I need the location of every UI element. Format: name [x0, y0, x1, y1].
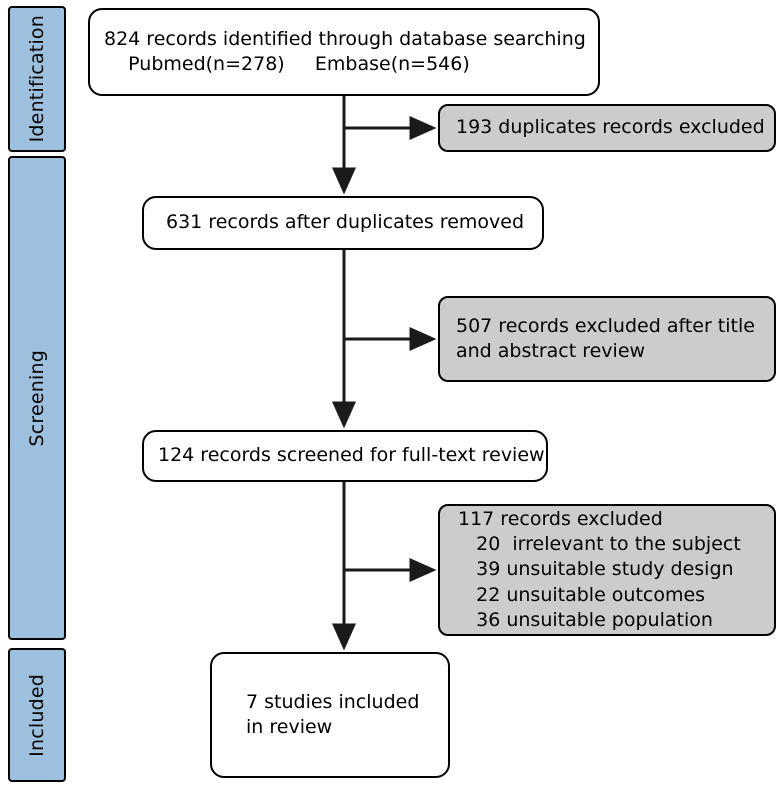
records-after-duplicates-line-1: 631 records after duplicates removed: [166, 211, 525, 234]
duplicates-excluded-line-1: 193 duplicates records excluded: [456, 116, 765, 139]
fulltext-excluded-line-4: 22 unsuitable outcomes: [458, 583, 706, 606]
box-duplicates-excluded: [438, 104, 776, 152]
stage-included: [8, 648, 66, 782]
stage-screening-label: Screening: [26, 349, 48, 447]
title-abstract-excluded-line-2: and abstract review: [456, 340, 646, 362]
box-records-identified: [88, 8, 600, 96]
fulltext-excluded-line-2: 20 irrelevant to the subject: [458, 533, 741, 556]
box-records-after-duplicates: [142, 196, 544, 250]
stage-identification-label: Identification: [26, 15, 48, 143]
box-fulltext-excluded: [438, 504, 776, 636]
fulltext-screened-line-1: 124 records screened for full-text review: [158, 444, 545, 467]
studies-included-line-1: 7 studies included: [246, 690, 420, 713]
stage-included-label: Included: [26, 673, 48, 757]
stage-screening: [8, 156, 66, 640]
fulltext-excluded-line-5: 36 unsuitable population: [458, 608, 713, 631]
box-title-abstract-excluded: [438, 296, 776, 382]
records-identified-line-1: 824 records identified through database searching: [104, 27, 586, 50]
fulltext-excluded-line-3: 39 unsuitable study design: [458, 558, 734, 581]
box-fulltext-screened: [142, 430, 548, 482]
records-identified-line-2: Pubmed(n=278) Embase(n=546): [104, 53, 470, 75]
studies-included-line-2: in review: [246, 716, 333, 738]
box-studies-included: [210, 652, 450, 778]
stage-identification: [8, 6, 66, 152]
title-abstract-excluded-line-1: 507 records excluded after title: [456, 314, 755, 337]
fulltext-excluded-line-1: 117 records excluded: [458, 508, 663, 531]
